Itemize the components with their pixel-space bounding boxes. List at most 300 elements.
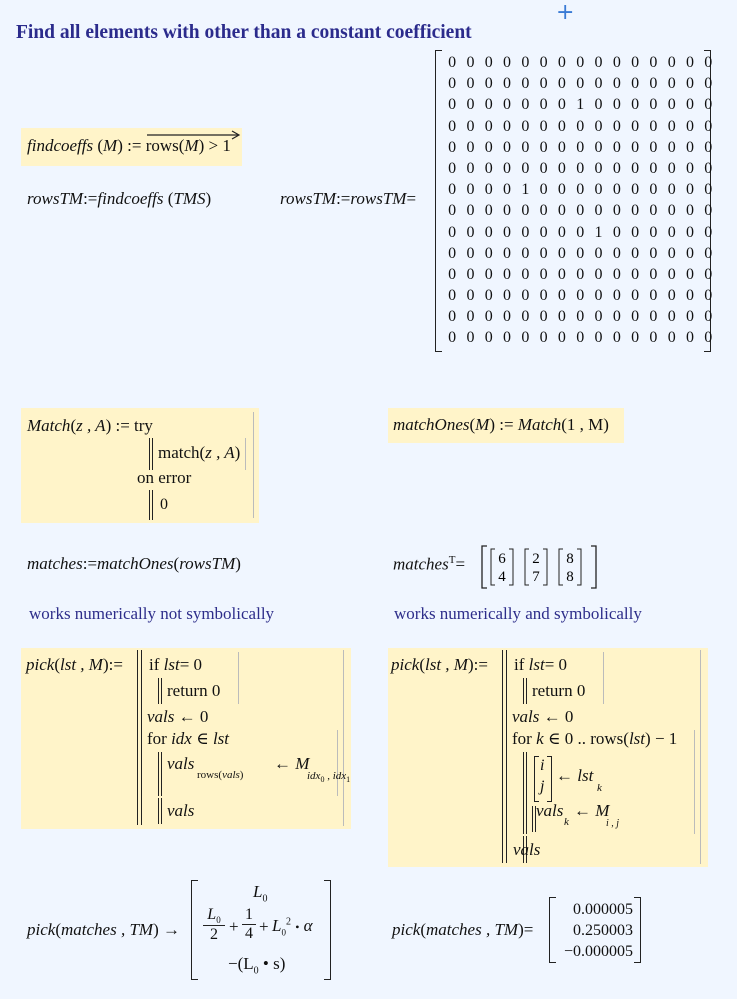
match-call: Match	[517, 415, 562, 434]
matrix-cell: 0	[484, 54, 493, 71]
program-right-edge	[700, 650, 701, 864]
rows-arg: M	[184, 136, 199, 155]
L-sub: 0	[216, 915, 221, 926]
local-assign-arrow: ←	[274, 754, 291, 773]
matrix-cell: 0	[466, 96, 475, 114]
matrix-cell: 0	[539, 244, 548, 262]
matrix-row	[443, 327, 717, 348]
matrix-cell: 0	[576, 244, 585, 262]
matrix-cell: 0	[557, 54, 566, 71]
matrix-row	[443, 285, 717, 306]
alpha-var: α	[303, 916, 313, 935]
matrix-cell: 0	[704, 117, 713, 135]
sub-one: 1	[346, 775, 351, 785]
matrix-cell: 0	[448, 117, 457, 135]
matrix-cell: 0	[631, 117, 640, 135]
pick-right-definition[interactable]: pick(lst , M):= if lst= 0 return 0 vals ← 0 for k ∈ 0 .. rows(lst) − 1 i j ← lst k vals k ← M i , j vals	[388, 648, 708, 867]
matrix-cell: 0	[576, 265, 585, 283]
matrix-cell: 0	[503, 265, 512, 283]
vals-sub: vals	[222, 769, 240, 781]
matrix-cell: 1	[576, 96, 585, 114]
match-vector	[491, 549, 513, 585]
matrix-cell: 0	[557, 117, 566, 135]
matrix-cell: 0	[594, 329, 603, 347]
matrix-cell: 0	[594, 265, 603, 283]
matrix-cell: 0	[612, 181, 621, 199]
lst-var: lst	[212, 729, 230, 748]
numeric-result-vector	[549, 897, 641, 963]
vector-entry: 6	[498, 551, 506, 567]
matrix-cell: 0	[667, 54, 676, 71]
pick-name: pick	[26, 655, 55, 674]
plus-sign: +	[259, 917, 269, 936]
matrix-row	[443, 137, 717, 158]
matrix-cell: 0	[503, 223, 512, 241]
matrix-cell: 0	[484, 308, 493, 326]
matrix-cell: 0	[612, 287, 621, 305]
matchOnes-name: matchOnes	[393, 415, 470, 434]
M-var: M	[295, 754, 310, 773]
matrix-cell: 0	[484, 202, 493, 220]
pick-name: pick	[391, 655, 420, 674]
matrix-cell: 0	[521, 138, 530, 156]
assign-operator: :=	[473, 655, 488, 674]
L-var: L	[207, 906, 217, 923]
matrix-cell: 0	[576, 75, 585, 93]
matrix-row	[443, 73, 717, 94]
matrix-cell: 0	[612, 117, 621, 135]
matrix-cell: 0	[667, 202, 676, 220]
match-call-args: 1 , M	[566, 415, 604, 434]
matrix-cell: 0	[557, 181, 566, 199]
vector-bracket-right	[547, 756, 552, 802]
matrix-cell: 0	[521, 202, 530, 220]
matrix-cell: 0	[704, 159, 713, 177]
matrix-cell: 0	[649, 244, 658, 262]
if-edge	[238, 652, 239, 704]
matrix-cell: 0	[539, 265, 548, 283]
matrix-row	[443, 52, 717, 73]
equals-sign: =	[523, 920, 534, 939]
pick-left-definition[interactable]: pick(lst , M):= if lst= 0 return 0 vals ← 0 for idx ∈ lst vals rows(vals) ← M idx$_0$ , idx$_1$ vals	[21, 648, 351, 829]
numeric-value: 0.000005	[573, 901, 633, 918]
rowsTM-definition[interactable]: rowsTM:=findcoeffs (TMS)	[27, 189, 212, 208]
vector-bracket-left	[525, 549, 529, 585]
zero: 0	[564, 707, 574, 726]
vector-bracket-left	[534, 756, 539, 802]
matrix-cell: 0	[631, 202, 640, 220]
matrix-cell: 0	[686, 287, 694, 305]
matrix-cell: 0	[484, 117, 493, 135]
matchOnes-definition[interactable]: matchOnes(M) := Match(1 , M)	[388, 408, 624, 443]
matrix-cell: 0	[667, 244, 676, 262]
exponent: 2	[285, 916, 291, 928]
matrix-cell: 0	[667, 138, 676, 156]
matrix-cell: 0	[466, 265, 475, 283]
program-right-edge	[343, 650, 344, 826]
equals-sign: =	[406, 189, 417, 208]
matrix-row	[443, 200, 717, 221]
matrix-cell: 0	[631, 96, 640, 114]
assign-operator: :=	[82, 554, 98, 573]
neg-L: −(L	[228, 954, 254, 973]
matrix-cell: 0	[576, 181, 585, 199]
matrix-row	[443, 243, 717, 264]
matrix-cell: 0	[503, 181, 512, 199]
matrix-cell: 0	[704, 329, 713, 347]
element-of: ∈	[196, 729, 209, 748]
vector-entry: 4	[498, 569, 506, 585]
matrix-row	[443, 158, 717, 179]
M-var: M	[595, 801, 610, 820]
matrix-cell: 0	[686, 244, 694, 262]
matrix-cell: 0	[521, 159, 530, 177]
vectorized-expression: rows(M) > 1	[146, 136, 231, 156]
matrix-cell: 0	[448, 138, 457, 156]
pick-args: matches , TM	[426, 920, 519, 939]
try-keyword: try	[134, 416, 153, 435]
matrix-cell: 0	[667, 96, 676, 114]
matrix-cell: 0	[649, 329, 658, 347]
fallback-value: 0	[160, 496, 168, 513]
pick-args: matches , TM	[61, 920, 154, 939]
matrix-cell: 0	[686, 265, 694, 283]
matches-name: matches	[27, 554, 83, 573]
matrix-cell: 0	[686, 159, 694, 177]
matrix-cell: 0	[686, 96, 694, 114]
matrix-cell: 0	[576, 159, 585, 177]
program-bar	[502, 650, 507, 863]
matrix-cell: 0	[521, 223, 530, 241]
matrix-cell: 0	[667, 117, 676, 135]
matches-transpose[interactable]	[393, 544, 613, 589]
matrix-cell: 0	[612, 308, 621, 326]
findcoeffs-definition[interactable]: findcoeffs (M) := rows(M) > 1	[21, 128, 242, 166]
vector-entry: 8	[566, 569, 574, 585]
matrix-cell: 0	[576, 138, 585, 156]
matrix-cell: 0	[612, 96, 621, 114]
matrix-cell: 0	[649, 138, 658, 156]
assign-operator: :=	[83, 189, 98, 208]
L0-over-2	[203, 906, 225, 944]
matrix-cell: 0	[484, 329, 493, 347]
matrix-cell: 0	[539, 181, 548, 199]
matrix-cell: 0	[503, 138, 512, 156]
matrix-cell: 0	[612, 159, 621, 177]
matchOnes-call: matchOnes	[97, 554, 174, 573]
L-sub: 0	[253, 965, 259, 977]
matrix-cell: 0	[466, 75, 475, 93]
matrix-cell: 0	[448, 54, 457, 71]
L-sub: 0	[281, 927, 286, 938]
matrix-cell: 0	[448, 287, 457, 305]
rowsTM-matrix	[435, 50, 711, 350]
for-edge	[337, 730, 338, 796]
if-edge	[603, 652, 604, 704]
matrix-cell: 0	[612, 329, 621, 347]
matrix-cell: 0	[503, 159, 512, 177]
matrix-cell: 0	[521, 329, 530, 347]
matrix-cell: 0	[521, 96, 530, 114]
plus-crosshair-icon: +	[556, 0, 575, 25]
for-edge	[694, 730, 695, 834]
vector-bracket-left	[191, 880, 198, 980]
times-s: • s)	[262, 954, 286, 973]
matrix-cell: 0	[594, 117, 603, 135]
matrix-cell: 0	[649, 96, 658, 114]
matrix-cell: 0	[631, 181, 640, 199]
vector-bracket-right	[577, 549, 581, 585]
matrix-cell: 0	[539, 75, 548, 93]
vector-bracket-right	[324, 880, 331, 980]
result-row-3	[228, 954, 285, 976]
matrix-cell: 0	[521, 117, 530, 135]
pick-args: lst , M	[425, 655, 468, 674]
k-var: k	[536, 729, 544, 748]
matrix-cell: 0	[649, 202, 658, 220]
match-function-definition[interactable]: Match(z , A) := try match(z , A) on error 0	[21, 408, 259, 523]
lst-var: lst	[528, 655, 545, 674]
matrix-cell: 0	[503, 308, 512, 326]
label-numeric-only: works numerically not symbolically	[29, 604, 275, 623]
matrix-cell: 0	[503, 96, 512, 114]
matchOnes-arg: M	[475, 415, 490, 434]
matrix-cell: 0	[612, 202, 621, 220]
program-bar	[149, 438, 153, 470]
matrix-cell: 0	[704, 265, 713, 283]
pick-name: pick	[27, 920, 56, 939]
rowsTM-arg: rowsTM	[179, 554, 236, 573]
matrix-cell: 0	[448, 223, 457, 241]
matrix-cell: 0	[649, 308, 658, 326]
matrix-cell: 0	[594, 244, 603, 262]
match-vector	[559, 549, 581, 585]
ij-vector	[534, 756, 552, 802]
match-args: z , A	[76, 416, 106, 435]
matrix-row	[443, 179, 717, 200]
matrix-cell: 0	[557, 96, 566, 114]
matrix-cell: 0	[686, 138, 694, 156]
condition: = 0	[179, 655, 203, 674]
vector-bracket-left	[559, 549, 563, 585]
matrix-cell: 0	[521, 75, 530, 93]
vector-bracket-left	[549, 897, 556, 963]
matrix-cell: 0	[521, 244, 530, 262]
findcoeffs-call: findcoeffs	[97, 189, 164, 208]
matrix-cell: 0	[667, 287, 676, 305]
matrix-cell: 0	[503, 329, 512, 347]
matrix-cell: 0	[484, 265, 493, 283]
for-keyword: for	[512, 729, 532, 748]
matrix-left-bracket	[435, 50, 442, 352]
matrix-cell: 0	[704, 75, 713, 93]
rowsTM-name: rowsTM	[280, 189, 337, 208]
lst-var: lst	[577, 766, 594, 785]
local-assign-arrow: ←	[556, 766, 573, 785]
pick-name: pick	[392, 920, 421, 939]
matrix-cell: 0	[484, 287, 493, 305]
matrix-cell: 1	[594, 223, 603, 241]
matrix-cell: 0	[521, 54, 530, 71]
matrix-cell: 0	[576, 329, 585, 347]
matrix-cell: 0	[631, 265, 640, 283]
matrix-cell: 0	[631, 223, 640, 241]
multiply-dot: •	[295, 920, 300, 934]
matrix-cell: 0	[484, 75, 493, 93]
rowsTM-evaluation[interactable]	[280, 189, 416, 209]
matrix-cell: 0	[649, 223, 658, 241]
matrix-cell: 0	[631, 138, 640, 156]
matrix-cell: 0	[667, 75, 676, 93]
transpose-sup: T	[448, 554, 456, 566]
idx-var: idx	[171, 729, 192, 748]
matrix-cell: 0	[448, 265, 457, 283]
matrix-cell: 0	[686, 202, 694, 220]
matrix-cell: 0	[612, 54, 621, 71]
assign-operator: :=	[499, 415, 514, 434]
vector-bracket-right	[634, 897, 641, 963]
matrix-cell: 0	[466, 138, 475, 156]
matrix-cell: 0	[539, 329, 548, 347]
pick-numeric-evaluation[interactable]: pick(matches , TM)=	[392, 920, 534, 939]
matrix-cell: 0	[686, 117, 694, 135]
match-call-args: z , A	[205, 443, 235, 462]
matrix-cell: 0	[594, 181, 603, 199]
matrix-cell: 0	[503, 75, 512, 93]
rows-function: rows	[145, 136, 179, 155]
assign-operator: :=	[115, 416, 130, 435]
inner-edge	[245, 438, 246, 470]
matrix-cell: 0	[631, 159, 640, 177]
denominator: 2	[203, 925, 225, 944]
matrix-cell: 0	[594, 54, 603, 71]
matrix-cell: 0	[539, 287, 548, 305]
rowsTM-ref: rowsTM	[350, 189, 407, 208]
matrix-cell: 0	[594, 96, 603, 114]
matrix-cell: 0	[539, 223, 548, 241]
matrix-cell: 0	[448, 181, 457, 199]
matrix-cell: 0	[667, 329, 676, 347]
comparison: > 1	[208, 136, 231, 155]
matrix-cell: 0	[704, 308, 713, 326]
if-keyword: if	[149, 655, 160, 674]
one-over-four	[242, 906, 256, 943]
matrix-cell: 0	[557, 265, 566, 283]
matrix-cell: 0	[576, 223, 585, 241]
matrix-cell: 0	[594, 75, 603, 93]
local-assign-arrow: ←	[178, 707, 196, 726]
return-statement: return 0	[532, 681, 586, 700]
findcoeffs-arg: M	[103, 136, 118, 155]
minus-one: − 1	[654, 729, 678, 748]
vector-entry: 7	[532, 569, 540, 585]
vector-entry: 2	[532, 551, 540, 567]
rows-sub: rows	[197, 769, 219, 781]
matrix-cell: 0	[557, 138, 566, 156]
program-bar	[137, 650, 142, 825]
vector-bracket-right	[509, 549, 513, 585]
matrix-cell: 0	[503, 287, 512, 305]
matrix-cell: 0	[612, 75, 621, 93]
numeric-values	[564, 899, 633, 962]
plus-sign: +	[229, 917, 239, 936]
matrix-cell: 0	[557, 159, 566, 177]
assign-operator: :=	[108, 655, 123, 674]
return-statement: return 0	[167, 681, 221, 700]
matrix-cell: 0	[466, 117, 475, 135]
matrix-cell: 0	[631, 329, 640, 347]
matrix-row	[443, 222, 717, 243]
matrix-cell: 0	[557, 287, 566, 305]
matrix-cell: 0	[594, 138, 603, 156]
matrix-cell: 0	[649, 287, 658, 305]
tms-arg: TMS	[173, 189, 206, 208]
matrix-cell: 0	[484, 138, 493, 156]
numeric-value: 0.250003	[573, 922, 633, 939]
matrix-cell: 0	[448, 244, 457, 262]
pick-symbolic-evaluation[interactable]: pick(matches , TM) →	[27, 920, 180, 939]
matrix-cell: 0	[448, 308, 457, 326]
local-assign-arrow: ←	[543, 707, 561, 726]
matrix-cell: 1	[521, 181, 530, 199]
matrix-cell: 0	[704, 96, 713, 114]
matrix-cell: 0	[466, 202, 475, 220]
matrix-cell: 0	[576, 54, 585, 71]
matches-name: matches	[393, 554, 449, 574]
lst-var: lst	[628, 729, 646, 748]
range-expression: 0 .. rows	[564, 729, 624, 748]
k-sub: k	[597, 782, 602, 794]
matrix-cell: 0	[557, 308, 566, 326]
matrix-cell: 0	[576, 287, 585, 305]
matrix-cell: 0	[503, 117, 512, 135]
matrix-cell: 0	[594, 308, 603, 326]
match-vector	[525, 549, 547, 585]
vals-var: vals	[536, 801, 564, 820]
matrix-cell: 0	[686, 223, 694, 241]
ij-sub: i , j	[606, 818, 620, 829]
matrix-cell: 0	[594, 202, 603, 220]
vals-return: vals	[167, 801, 195, 820]
matrix-cell: 0	[557, 244, 566, 262]
L-var: L	[253, 882, 263, 901]
matrix-cell: 0	[448, 159, 457, 177]
k-sub: k	[564, 816, 569, 828]
program-bar	[158, 752, 162, 796]
match-name: Match	[27, 416, 71, 435]
vals-var: vals	[512, 707, 540, 726]
matrix-cell: 0	[539, 159, 548, 177]
L-var: L	[272, 916, 282, 935]
program-bar	[523, 752, 527, 834]
matrix-cell: 0	[667, 159, 676, 177]
matrix-cell: 0	[686, 308, 694, 326]
matrix-cell: 0	[649, 181, 658, 199]
L0-squared-alpha	[272, 916, 313, 937]
matrix-row	[443, 94, 717, 115]
symbolic-arrow: →	[163, 920, 180, 939]
matrix-cell: 0	[576, 202, 585, 220]
program-bar	[523, 678, 527, 704]
matrix-cell: 0	[503, 54, 512, 71]
matches-definition[interactable]: matches:=matchOnes(rowsTM)	[27, 554, 241, 573]
vector-bracket-right	[543, 549, 547, 585]
j-var: j	[540, 778, 545, 795]
matrix-cell: 0	[466, 181, 475, 199]
matrix-cell: 0	[594, 159, 603, 177]
if-keyword: if	[514, 655, 525, 674]
matrix-cell: 0	[539, 202, 548, 220]
